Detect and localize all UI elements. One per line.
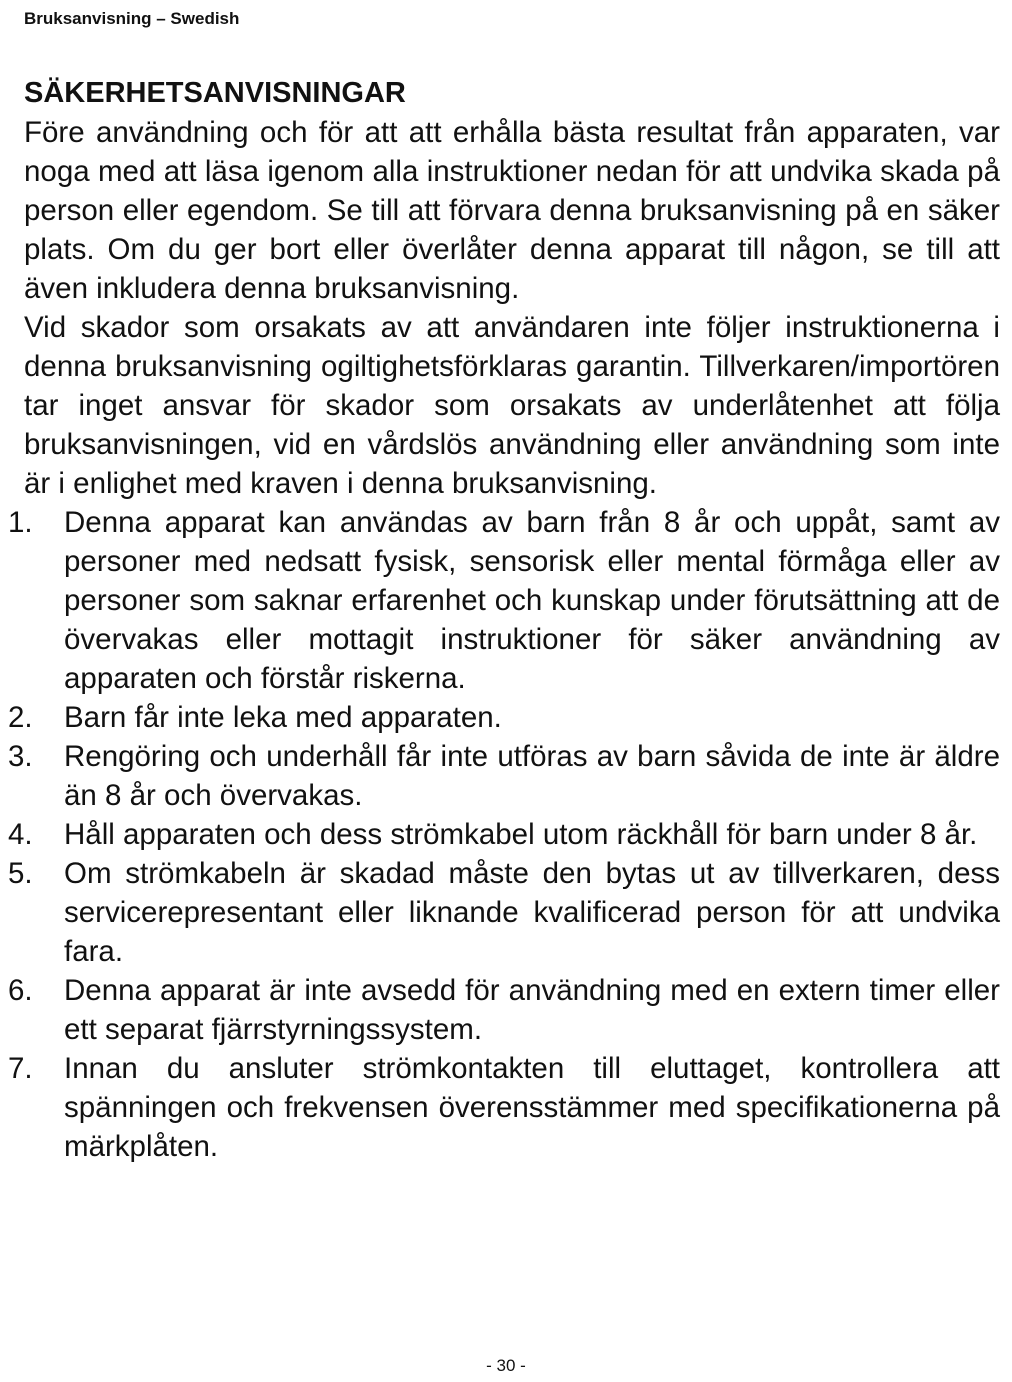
item-number: 1. xyxy=(8,506,33,539)
page-number: - 30 - xyxy=(486,1356,526,1375)
item-number: 2. xyxy=(8,701,33,734)
item-text: Innan du ansluter strömkontakten till eluttaget, kontrollera att spänningen och frekvensen överensstämmer med specifikationerna på märkplåten. xyxy=(64,1052,1000,1163)
item-number: 7. xyxy=(8,1052,33,1085)
item-text: Denna apparat kan användas av barn från 8 år och uppåt, samt av personer med nedsatt fysisk, sensorisk eller mental förmåga eller av personer som saknar erfarenhet och kunskap under förutsättning att de övervakas eller mottagit instruktioner för säker användning av apparaten och förstår riskerna. xyxy=(64,506,1000,695)
item-text: Denna apparat är inte avsedd för användning med en extern timer eller ett separat fjärrstyrningssystem. xyxy=(64,974,1000,1046)
item-text: Om strömkabeln är skadad måste den bytas ut av tillverkaren, dess servicerepresentant eller liknande kvalificerad person för att undvika fara. xyxy=(64,857,1000,968)
page-header: Bruksanvisning – Swedish xyxy=(24,9,240,28)
item-text: Håll apparaten och dess strömkabel utom räckhåll för barn under 8 år. xyxy=(64,818,978,851)
item-text: Barn får inte leka med apparaten. xyxy=(64,701,502,734)
list-item xyxy=(0,698,1000,737)
list-item xyxy=(0,737,1000,815)
safety-section xyxy=(8,74,1000,1166)
list-item xyxy=(0,503,1000,698)
list-item xyxy=(0,1049,1000,1166)
section-heading: SÄKERHETSANVISNINGAR xyxy=(24,77,406,109)
safety-list xyxy=(0,503,1000,1166)
list-item xyxy=(0,854,1000,971)
list-item xyxy=(0,971,1000,1049)
item-number: 4. xyxy=(8,818,33,851)
intro-paragraph-1: Före användning och för att att erhålla bästa resultat från apparaten, var noga med att läsa igenom alla instruktioner nedan för att undvika skada på person eller egendom. Se till att förvara denna bruksanvisning på en säker plats. Om du ger bort eller överlåter denna apparat till någon, se till att även inkludera denna bruksanvisning. xyxy=(24,116,1000,305)
item-text: Rengöring och underhåll får inte utföras av barn såvida de inte är äldre än 8 år och övervakas. xyxy=(64,740,1000,812)
item-number: 6. xyxy=(8,974,33,1007)
item-number: 5. xyxy=(8,857,33,890)
intro-paragraph-2: Vid skador som orsakats av att användaren inte följer instruktionerna i denna bruksanvisning ogiltighetsförklaras garantin. Tillverkaren/importören tar inget ansvar för skador som orsakats av underlåtenhet att följa bruksanvisningen, vid en vårdslös användning eller användning som inte är i enlighet med kraven i denna bruksanvisning. xyxy=(24,311,1000,500)
list-item xyxy=(0,815,1000,854)
item-number: 3. xyxy=(8,740,33,773)
